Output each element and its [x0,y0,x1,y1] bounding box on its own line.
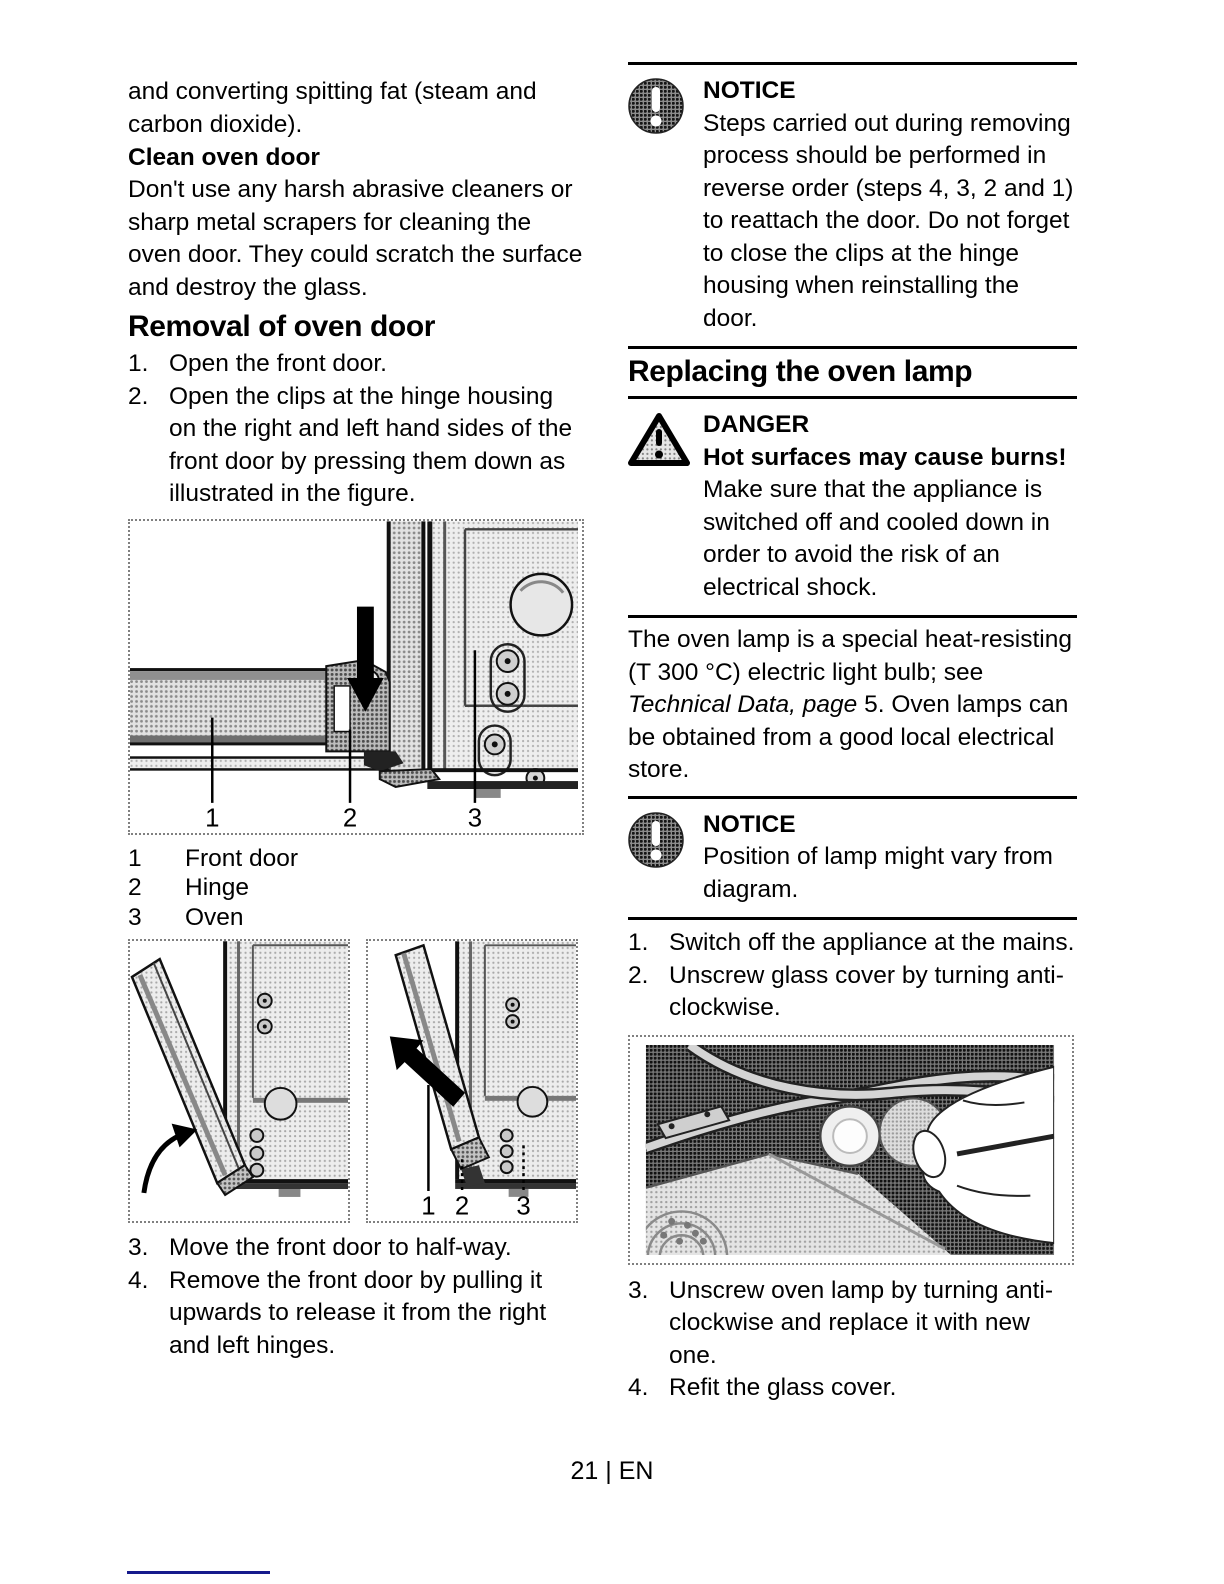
step-number: 4. [128,1266,149,1294]
danger-title: DANGER [703,411,810,438]
figure-label: 1 [205,804,220,833]
notice-icon [628,75,703,335]
lamp-steps-list-2 [628,1275,1077,1405]
clean-oven-door-heading: Clean oven door [128,144,320,171]
step-number: 1. [128,350,149,377]
notice-text: Steps carried out during removing process should be performed in reverse order (steps 4, 3, 2 and 1) to reattach the door. Do not forget to close the clips at the hinge housing when reinstalling the door. [703,109,1074,332]
danger-icon [628,409,703,604]
page-number: 21 | EN [570,1457,654,1485]
step-number: 2. [128,382,149,410]
step-number: 1. [628,929,649,956]
notice-icon [628,809,703,907]
step-number: 3. [628,1276,649,1304]
door-removal-figures-row [128,939,584,1223]
removal-steps-list-2 [128,1232,584,1362]
legend-row [128,873,584,903]
figure-label: 2 [342,804,358,833]
right-column [628,62,1077,1405]
door-removal-image [368,941,576,1221]
legend-label: Hinge [185,874,250,901]
list-item [128,381,584,511]
figure-label: 3 [467,804,483,833]
lamp-paragraph-part1: The oven lamp is a special heat-resisting (T 300 °C) electric light bulb; see [628,626,1072,686]
lamp-paragraph-part2: 5. Oven lamps can be obtained from a good local electrical store. [628,691,1069,783]
lamp-paragraph [628,618,1077,796]
list-item [628,1275,1077,1373]
step-text: Switch off the appliance at the mains. [669,929,1075,956]
figure-label: 3 [516,1192,531,1221]
oven-door-hinge-figure [128,519,584,835]
figure-label: 1 [421,1192,436,1221]
legend-label: Front door [185,844,299,872]
intro-paragraph-tail: and converting spitting fat (steam and carbon dioxide). [128,78,537,138]
list-item [128,1232,584,1265]
step-text: Move the front door to half-way. [169,1234,512,1261]
figure-label: 2 [454,1192,470,1221]
notice-callout-2 [628,799,1077,918]
legend-number: 1 [128,844,142,872]
step-text: Remove the front door by pulling it upwards to release it from the right and left hinges. [169,1266,547,1359]
legend-label: Oven [185,903,244,931]
step-number: 2. [628,961,649,989]
list-item [628,1372,1077,1405]
danger-subtitle: Hot surfaces may cause burns! [703,443,1067,471]
door-halfway-figure [128,939,350,1223]
lamp-paragraph-italic: Technical Data, page [628,691,858,718]
hinge-diagram-image [130,521,578,833]
lamp-steps-list-1 [628,920,1077,1025]
step-text: Refit the glass cover. [669,1374,897,1401]
list-item [128,1265,584,1363]
step-number: 3. [128,1234,149,1261]
list-item [128,348,584,381]
list-item [628,927,1077,960]
figure-legend [128,844,584,933]
door-removal-figure [366,939,578,1223]
step-text: Open the clips at the hinge housing on the right and left hand sides of the front door by pressing them down as illustrated in the figure. [169,382,573,507]
replacing-oven-lamp-heading: Replacing the oven lamp [628,355,973,388]
clean-oven-door-paragraph: Don't use any harsh abrasive cleaners or sharp metal scrapers for cleaning the oven door. They could scratch the surface and destroy the glass. [128,176,583,301]
notice-callout-1 [628,65,1077,346]
step-text: Open the front door. [169,350,387,377]
legend-row [128,903,584,933]
removal-steps-list [128,348,584,511]
step-text: Unscrew oven lamp by turning anti-clockwise and replace it with new one. [669,1276,1054,1369]
danger-callout [628,399,1077,615]
danger-text: Make sure that the appliance is switched off and cooled down in order to avoid the risk of an electrical shock. [703,476,1050,601]
legend-row [128,844,584,874]
door-halfway-image [130,941,348,1221]
legend-number: 2 [128,874,142,901]
list-item [628,960,1077,1025]
legend-number: 3 [128,903,142,931]
oven-lamp-image [630,1037,1068,1263]
left-column [128,76,584,1362]
removal-of-oven-door-heading: Removal of oven door [128,310,436,343]
notice-text: Position of lamp might vary from diagram. [703,843,1053,903]
step-text: Unscrew glass cover by turning anti-clockwise. [669,961,1064,1021]
notice-title: NOTICE [703,810,796,838]
step-number: 4. [628,1374,649,1401]
notice-title: NOTICE [703,77,796,104]
footer-accent-line [127,1571,270,1574]
oven-lamp-figure [628,1035,1074,1265]
